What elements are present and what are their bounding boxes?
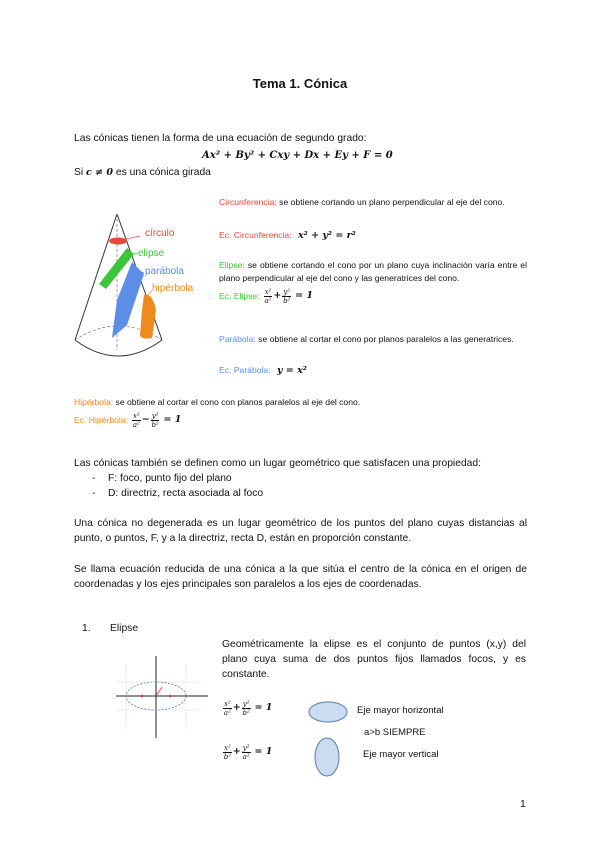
frac-num: y² [151, 412, 159, 420]
frac-den: b² [283, 297, 291, 305]
condition-label: a>b SIEMPRE [364, 727, 426, 738]
rotated-note-math: c ≠ 0 [86, 167, 114, 178]
ellipse-description: Geométricamente la elipse es el conjunto de puntos (x,y) del plano cuya suma de dos puntos fijos llamados focos, y es constante. [222, 639, 526, 680]
focus-point [169, 695, 172, 698]
hiperbola-name: Hipérbola: [74, 397, 114, 407]
hiperbola-equation-row [74, 412, 181, 429]
eq1-tail: = 1 [254, 702, 273, 714]
plus-sign: + [232, 746, 241, 758]
plus-sign: + [232, 702, 241, 714]
elipse-frac-x [264, 288, 273, 305]
vertical-ellipse-icon [313, 736, 341, 778]
hiperbola-definition [74, 396, 360, 409]
rotated-note [74, 165, 211, 180]
parabola-equation-row [219, 364, 307, 378]
parabola-definition [219, 333, 527, 346]
elipse-eq-tail: = 1 [295, 290, 313, 302]
parabola-eq-label: Ec. Parábola: [219, 365, 271, 375]
locus-item-dash: - [92, 473, 96, 484]
frac-den: b² [223, 753, 232, 761]
frac-den: a² [264, 297, 272, 305]
section-number: 1. [82, 623, 91, 634]
frac-den: a² [242, 753, 250, 761]
elipse-eq-label: Ec. Elipse: [219, 291, 260, 302]
vertical-axis-label: Eje mayor vertical [363, 749, 439, 760]
parabola-name: Parábola: [219, 334, 256, 344]
focus-point [141, 695, 144, 698]
intro-line: Las cónicas tienen la forma de una ecuación de segundo grado: [74, 133, 367, 144]
frac-num: x² [224, 744, 231, 752]
frac-num: x² [264, 288, 272, 296]
frac-num: y² [242, 744, 250, 752]
ellipse-figure [112, 654, 212, 740]
elipse-equation-row [219, 288, 313, 305]
label-circulo: círculo [145, 228, 175, 239]
eq2-frac-x [223, 744, 232, 761]
page-number: 1 [520, 799, 526, 810]
hyperbola-section [140, 295, 156, 339]
locus-item-foco: F: foco, punto fijo del plano [108, 473, 232, 484]
eq1-frac-x [223, 700, 232, 717]
circunferencia-eq: x² + y² = r² [298, 230, 356, 241]
frac-num: x² [132, 412, 140, 420]
section-heading: Elipse [110, 623, 139, 634]
elipse-name: Elipse: [219, 260, 245, 270]
label-parabola: parábola [145, 266, 184, 277]
frac-num: x² [224, 700, 231, 708]
frac-num: y² [283, 288, 291, 296]
horizontal-ellipse-equation [222, 700, 272, 717]
plus-sign: + [273, 290, 282, 302]
hiperbola-frac-y [151, 412, 160, 429]
vertical-ellipse-equation [222, 744, 272, 761]
hiperbola-frac-x [132, 412, 141, 429]
circunferencia-text: se obtiene cortando un plano perpendicular al eje del cono. [276, 197, 505, 207]
frac-den: b² [242, 709, 250, 717]
label-hiperbola: hipérbola [152, 283, 194, 294]
horizontal-ellipse-shape [309, 702, 347, 722]
label-elipse: elipse [138, 248, 165, 259]
locus-item-directriz: D: directriz, recta asociada al foco [108, 488, 264, 499]
hiperbola-eq-label: Ec. Hipérbola: [74, 415, 128, 426]
frac-den: a² [132, 421, 140, 429]
circunferencia-equation-row [219, 229, 356, 243]
frac-den: a² [223, 709, 231, 717]
circunferencia-name: Circunferencia: [219, 197, 277, 207]
general-equation: Ax² + By² + Cxy + Dx + Ey + F = 0 [202, 150, 393, 161]
frac-den: b² [151, 421, 159, 429]
circunferencia-definition [219, 196, 527, 209]
hiperbola-text: se obtiene al cortar el cono con planos paralelos al eje del cono. [113, 397, 361, 407]
minus-sign: − [141, 414, 150, 426]
rotated-note-pre: Si [74, 167, 87, 178]
eq2-tail: = 1 [254, 746, 273, 758]
elipse-text: se obtiene cortando el cono por un plano cuya inclinación varía entre el plano perpendicular al eje del cono y las generatrices del cono. [219, 260, 527, 283]
cone-base-front [75, 340, 162, 356]
elipse-definition [219, 259, 527, 284]
locus-intro: Las cónicas también se definen como un lugar geométrico que satisfacen una propiedad: [74, 458, 481, 469]
horizontal-ellipse-icon [307, 700, 349, 724]
semi-axis-marker [156, 687, 162, 696]
cone-illustration [72, 200, 222, 380]
parabola-text: se obtiene al cortar el cono por planos paralelos a las generatrices. [255, 334, 514, 344]
horizontal-axis-label: Eje mayor horizontal [357, 705, 444, 716]
locus-item-dash: - [92, 488, 96, 499]
parabola-eq: y = x² [276, 365, 307, 376]
eq2-frac-y [242, 744, 251, 761]
frac-num: y² [242, 700, 250, 708]
vertical-ellipse-shape [315, 738, 339, 776]
circunferencia-eq-label: Ec. Circunferencia: [219, 230, 292, 240]
non-degenerate-paragraph: Una cónica no degenerada es un lugar geométrico de los puntos del plano cuyas distancias al punto, o puntos, F, y a la directriz, recta D, están en proporción constante. [74, 518, 527, 544]
hiperbola-eq-tail: = 1 [163, 414, 182, 426]
reduced-equation-paragraph: Se llama ecuación reducida de una cónica a la que sitúa el centro de la cónica en el origen de coordenadas y los ejes principales son paralelos a los ejes de coordenadas. [74, 564, 527, 590]
rotated-note-post: es una cónica girada [113, 167, 211, 178]
eq1-frac-y [242, 700, 251, 717]
page-title: Tema 1. Cónica [252, 76, 348, 91]
elipse-frac-y [282, 288, 291, 305]
